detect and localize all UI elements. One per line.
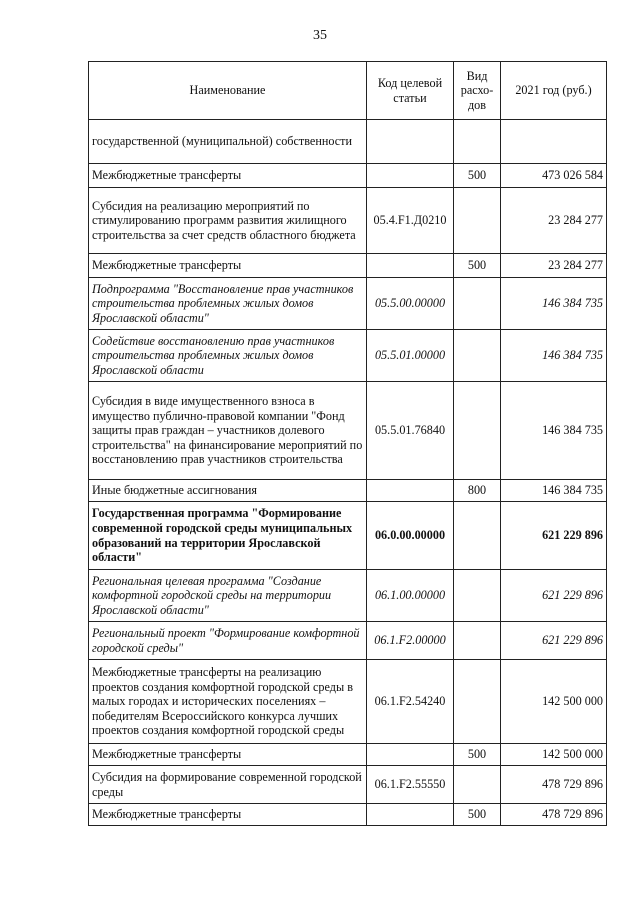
row-amount: 478 729 896 (501, 804, 607, 826)
row-kind (454, 188, 501, 254)
row-name: Иные бюджетные ассигнования (89, 480, 367, 502)
table-row (89, 622, 607, 660)
row-code: 05.4.F1.Д0210 (367, 188, 454, 254)
row-name: Субсидия на реализацию мероприятий по стимулированию программ развития жилищного строительства за счет средств областного бюджета (89, 188, 367, 254)
row-amount (501, 120, 607, 164)
row-name: Региональный проект "Формирование комфортной городской среды" (89, 622, 367, 660)
row-kind: 500 (454, 254, 501, 278)
row-name: Субсидия на формирование современной городской среды (89, 766, 367, 804)
header-name: Наименование (89, 62, 367, 120)
row-name: государственной (муниципальной) собственности (89, 120, 367, 164)
row-amount: 621 229 896 (501, 622, 607, 660)
row-kind: 500 (454, 164, 501, 188)
row-name: Межбюджетные трансферты (89, 744, 367, 766)
header-kind: Вид расхо-дов (454, 62, 501, 120)
row-amount: 146 384 735 (501, 382, 607, 480)
row-amount: 23 284 277 (501, 254, 607, 278)
table-row (89, 480, 607, 502)
row-code: 06.1.F2.55550 (367, 766, 454, 804)
table-row (89, 660, 607, 744)
row-code (367, 744, 454, 766)
budget-table (88, 61, 607, 826)
row-code (367, 804, 454, 826)
row-code (367, 120, 454, 164)
row-amount: 142 500 000 (501, 660, 607, 744)
row-amount: 23 284 277 (501, 188, 607, 254)
row-code: 06.1.F2.00000 (367, 622, 454, 660)
row-kind (454, 278, 501, 330)
table-row (89, 502, 607, 570)
row-code: 05.5.01.76840 (367, 382, 454, 480)
row-kind (454, 120, 501, 164)
header-amount: 2021 год (руб.) (501, 62, 607, 120)
row-name: Подпрограмма "Восстановление прав участников строительства проблемных жилых домов Ярославской области" (89, 278, 367, 330)
row-kind: 500 (454, 744, 501, 766)
row-amount: 621 229 896 (501, 570, 607, 622)
row-amount: 146 384 735 (501, 480, 607, 502)
row-name: Содействие восстановлению прав участников строительства проблемных жилых домов Ярославской области (89, 330, 367, 382)
row-code (367, 480, 454, 502)
row-code: 05.5.01.00000 (367, 330, 454, 382)
row-kind (454, 660, 501, 744)
table-row (89, 164, 607, 188)
row-kind: 500 (454, 804, 501, 826)
row-kind (454, 766, 501, 804)
row-name: Межбюджетные трансферты (89, 164, 367, 188)
page-number: 35 (313, 28, 327, 43)
row-kind (454, 622, 501, 660)
row-name: Государственная программа "Формирование современной городской среды муниципальных образований на территории Ярославской области" (89, 502, 367, 570)
row-code: 06.1.F2.54240 (367, 660, 454, 744)
table-row (89, 188, 607, 254)
table-row (89, 804, 607, 826)
table-row (89, 382, 607, 480)
row-code: 06.0.00.00000 (367, 502, 454, 570)
row-code: 05.5.00.00000 (367, 278, 454, 330)
row-kind: 800 (454, 480, 501, 502)
row-amount: 473 026 584 (501, 164, 607, 188)
row-name: Межбюджетные трансферты (89, 804, 367, 826)
row-code: 06.1.00.00000 (367, 570, 454, 622)
row-amount: 142 500 000 (501, 744, 607, 766)
row-name: Межбюджетные трансферты (89, 254, 367, 278)
row-name: Межбюджетные трансферты на реализацию проектов создания комфортной городской среды в малых городах и исторических поселениях – победителям Всероссийского конкурса лучших проектов создания комфортной городской среды (89, 660, 367, 744)
row-amount: 621 229 896 (501, 502, 607, 570)
header-code: Код целевой статьи (367, 62, 454, 120)
row-amount: 478 729 896 (501, 766, 607, 804)
row-kind (454, 570, 501, 622)
row-amount: 146 384 735 (501, 330, 607, 382)
table-row (89, 570, 607, 622)
table-row (89, 766, 607, 804)
row-amount: 146 384 735 (501, 278, 607, 330)
row-code (367, 254, 454, 278)
row-code (367, 164, 454, 188)
table-row (89, 330, 607, 382)
row-name: Региональная целевая программа "Создание комфортной городской среды на территории Ярославской области" (89, 570, 367, 622)
row-kind (454, 330, 501, 382)
row-name: Субсидия в виде имущественного взноса в имущество публично-правовой компании "Фонд защиты прав граждан – участников долевого строительства" на финансирование мероприятий по восстановлению прав участников строительства (89, 382, 367, 480)
table-row (89, 254, 607, 278)
table-row (89, 278, 607, 330)
table-header-row (89, 62, 607, 120)
table-row (89, 744, 607, 766)
table-row (89, 120, 607, 164)
row-kind (454, 382, 501, 480)
row-kind (454, 502, 501, 570)
